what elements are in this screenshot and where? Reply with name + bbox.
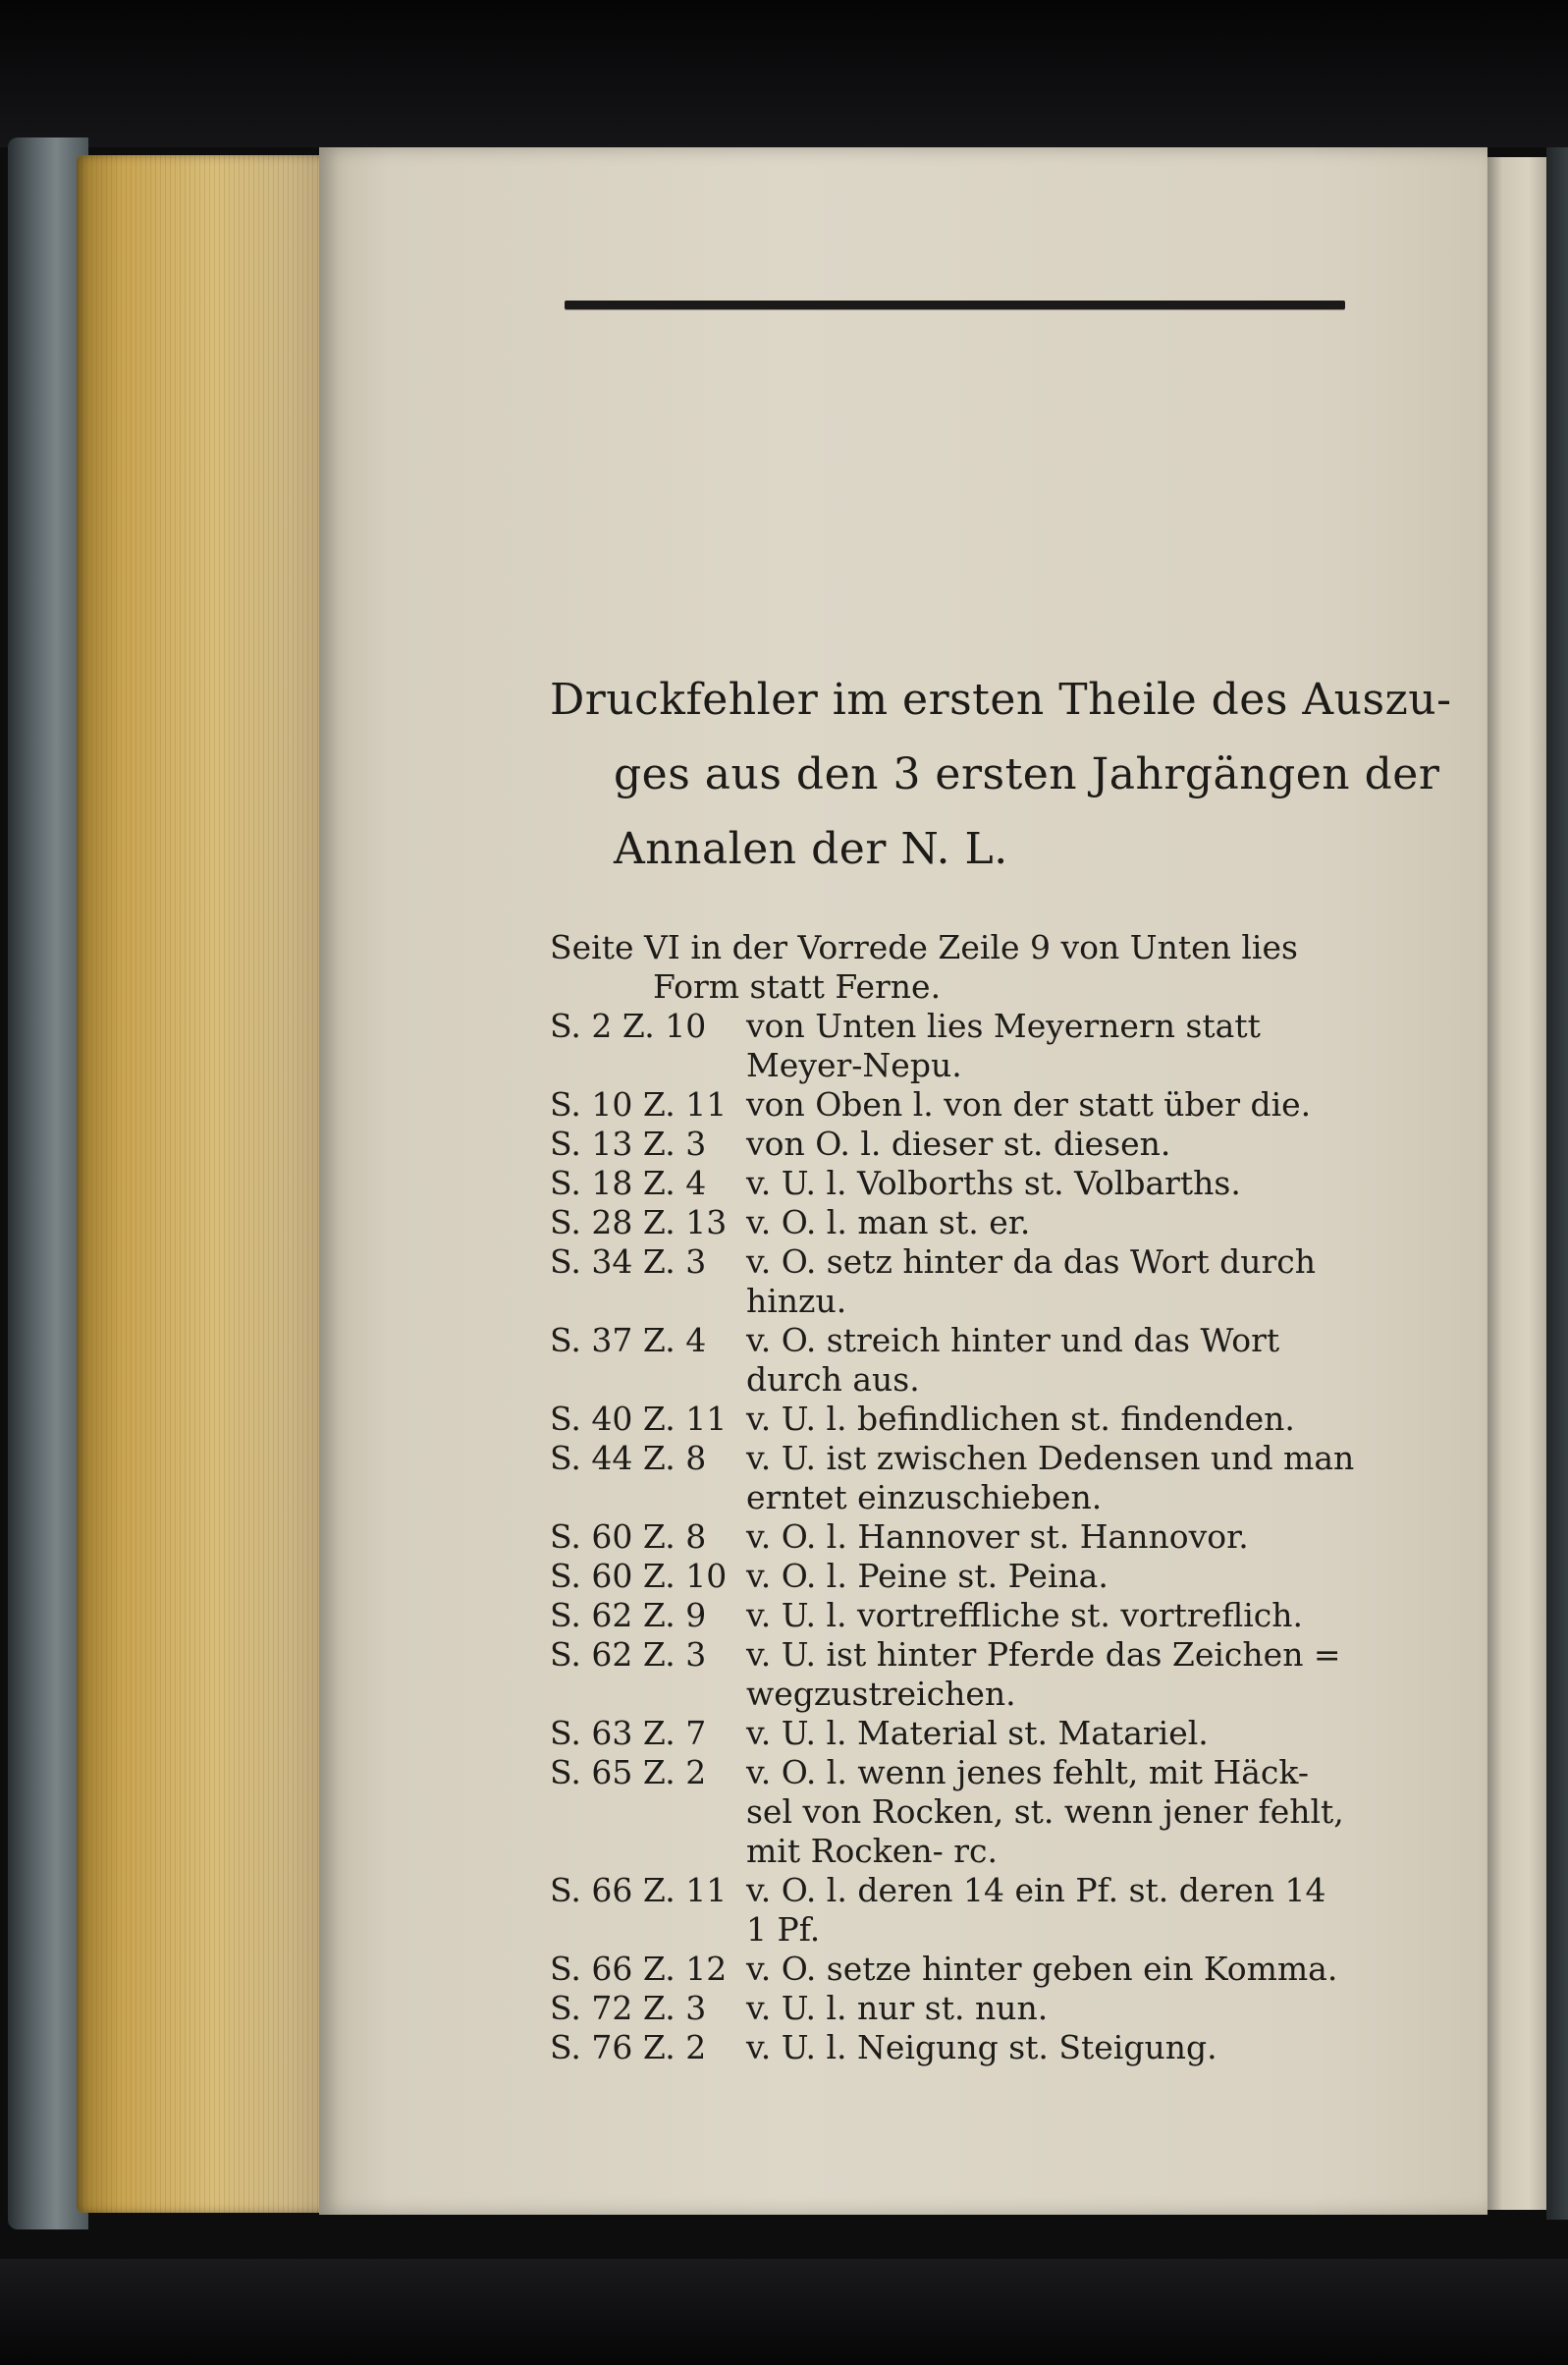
errata-entry-line <box>550 1517 1249 1556</box>
book-cover-right <box>1546 147 1568 2220</box>
errata-entry <box>550 1753 1414 1871</box>
errata-entry-line <box>550 1242 1316 1281</box>
errata-entry-line <box>550 1635 1341 1674</box>
errata-entry <box>550 1950 1414 1989</box>
errata-correction: v. U. ist hinter Pferde das Zeichen = <box>746 1635 1341 1674</box>
errata-entry <box>550 1400 1414 1439</box>
errata-entry <box>550 1635 1414 1714</box>
errata-correction: von Unten lies Meyernern statt <box>746 1007 1261 1045</box>
errata-entry-line <box>550 1753 1309 1791</box>
errata-entry-line <box>550 1164 1241 1202</box>
next-page-edge <box>1487 157 1546 2210</box>
errata-reference: S. 72 Z. 3 <box>550 1989 707 2027</box>
errata-reference: S. 62 Z. 3 <box>550 1635 707 1674</box>
errata-reference: S. 40 Z. 11 <box>550 1400 728 1438</box>
errata-correction: v. U. ist zwischen Dedensen und man <box>746 1439 1355 1477</box>
heading-line-3: Annalen der N. L. <box>614 824 1008 874</box>
errata-entry <box>550 1596 1414 1635</box>
errata-entry <box>550 1242 1414 1321</box>
errata-correction: v. O. l. Hannover st. Hannovor. <box>746 1517 1249 1556</box>
errata-correction: v. U. l. vortreffliche st. vortreflich. <box>746 1596 1303 1634</box>
errata-correction: v. O. l. deren 14 ein Pf. st. deren 14 <box>746 1871 1326 1909</box>
errata-entry <box>550 1517 1414 1557</box>
errata-entry-line <box>550 1596 1303 1634</box>
errata-reference: S. 60 Z. 10 <box>550 1557 728 1595</box>
errata-entry <box>550 1085 1414 1125</box>
errata-entry <box>550 1164 1414 1203</box>
errata-entry <box>550 1321 1414 1400</box>
errata-entry-line <box>550 1400 1295 1438</box>
errata-entry <box>550 1439 1414 1517</box>
heading-line-2: ges aus den 3 ersten Jahrgängen der <box>614 749 1440 799</box>
errata-reference: S. 13 Z. 3 <box>550 1125 707 1163</box>
errata-correction: v. O. streich hinter und das Wort <box>746 1321 1280 1359</box>
errata-correction: v. O. l. Peine st. Peina. <box>746 1557 1108 1595</box>
errata-entry-line <box>550 1321 1279 1359</box>
errata-continuation: hinzu. <box>746 1282 847 1320</box>
errata-correction: von Oben l. von der statt über die. <box>746 1085 1312 1124</box>
errata-reference: S. 37 Z. 4 <box>550 1321 707 1359</box>
errata-reference: S. 65 Z. 2 <box>550 1753 707 1791</box>
heading-line-1: Druckfehler im ersten Theile des Auszu- <box>550 675 1452 725</box>
errata-correction: v. U. l. Volborths st. Volbarths. <box>746 1164 1241 1202</box>
errata-reference: S. 76 Z. 2 <box>550 2028 707 2066</box>
errata-reference: S. 63 Z. 7 <box>550 1714 707 1752</box>
errata-correction: v. U. l. Material st. Matariel. <box>746 1714 1209 1752</box>
errata-entry-line <box>550 1439 1354 1477</box>
errata-reference: S. 18 Z. 4 <box>550 1164 707 1202</box>
errata-entry <box>550 1007 1414 1085</box>
errata-reference: S. 66 Z. 11 <box>550 1871 728 1909</box>
errata-entry-line <box>550 1871 1325 1909</box>
errata-entry <box>550 928 1414 1007</box>
errata-reference: S. 60 Z. 8 <box>550 1517 707 1556</box>
errata-continuation: durch aus. <box>746 1360 920 1399</box>
errata-continuation: Form statt Ferne. <box>653 967 942 1006</box>
errata-entry <box>550 2028 1414 2067</box>
errata-reference: S. 28 Z. 13 <box>550 1203 728 1241</box>
errata-entry-line <box>550 928 1298 966</box>
errata-correction: v. U. l. nur st. nun. <box>746 1989 1049 2027</box>
errata-reference: S. 34 Z. 3 <box>550 1242 707 1281</box>
errata-continuation: erntet einzuschieben. <box>746 1478 1103 1516</box>
dark-background-bottom <box>0 2259 1568 2365</box>
errata-reference: S. 66 Z. 12 <box>550 1950 728 1988</box>
errata-correction: von O. l. dieser st. diesen. <box>746 1125 1171 1163</box>
errata-entry-line <box>550 1989 1048 2027</box>
errata-entry <box>550 1871 1414 1950</box>
errata-entry <box>550 1203 1414 1242</box>
errata-entry-line <box>550 2028 1217 2066</box>
errata-correction: v. O. setz hinter da das Wort durch <box>746 1242 1316 1281</box>
errata-correction: Seite VI in der Vorrede Zeile 9 von Unten lies <box>550 928 1298 966</box>
top-rule-line <box>565 301 1345 309</box>
errata-entry-line <box>550 1007 1261 1045</box>
errata-correction: v. U. l. Neigung st. Steigung. <box>746 2028 1217 2066</box>
errata-correction: v. O. l. man st. er. <box>746 1203 1031 1241</box>
errata-entry <box>550 1557 1414 1596</box>
errata-continuation: Meyer-Nepu. <box>746 1046 962 1084</box>
errata-entry <box>550 1125 1414 1164</box>
errata-correction: v. O. setze hinter geben ein Komma. <box>746 1950 1338 1988</box>
errata-reference: S. 44 Z. 8 <box>550 1439 707 1477</box>
errata-continuation: wegzustreichen. <box>746 1675 1016 1713</box>
gilt-page-edges <box>77 155 327 2213</box>
errata-entry-line <box>550 1950 1337 1988</box>
errata-reference: S. 62 Z. 9 <box>550 1596 707 1634</box>
errata-entry-line <box>550 1125 1170 1163</box>
errata-entry-line <box>550 1714 1209 1752</box>
errata-heading <box>550 663 1452 887</box>
errata-entry-line <box>550 1557 1108 1595</box>
errata-entry <box>550 1989 1414 2028</box>
dark-background-top <box>0 0 1568 147</box>
errata-entry <box>550 1714 1414 1753</box>
errata-reference: S. 2 Z. 10 <box>550 1007 707 1045</box>
errata-continuation: mit Rocken- rc. <box>746 1832 998 1870</box>
errata-entry-line <box>550 1203 1030 1241</box>
errata-continuation: 1 Pf. <box>746 1910 821 1949</box>
errata-entry-line <box>550 1085 1311 1124</box>
errata-correction: v. U. l. befindlichen st. findenden. <box>746 1400 1295 1438</box>
errata-reference: S. 10 Z. 11 <box>550 1085 728 1124</box>
errata-continuation: sel von Rocken, st. wenn jener fehlt, <box>746 1792 1344 1831</box>
errata-list <box>550 928 1414 2067</box>
errata-correction: v. O. l. wenn jenes fehlt, mit Häck- <box>746 1753 1309 1791</box>
